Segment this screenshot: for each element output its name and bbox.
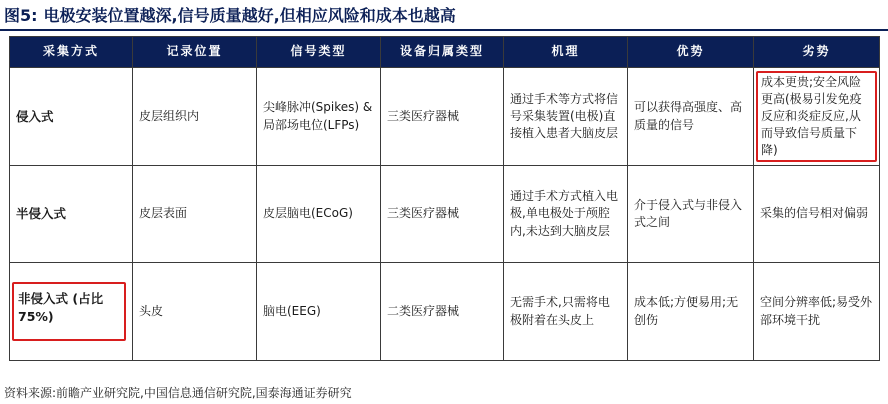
cell-method: 侵入式 <box>10 68 133 166</box>
cell-advantage: 介于侵入式与非侵入式之间 <box>628 166 754 263</box>
table-row <box>10 166 880 263</box>
cell-location: 皮层表面 <box>133 166 257 263</box>
cell-disadvantage: 空间分辨率低;易受外部环境干扰 <box>754 263 880 361</box>
cell-mechanism: 无需手术,只需将电极附着在头皮上 <box>504 263 628 361</box>
cell-disadvantage: 采集的信号相对偏弱 <box>754 166 880 263</box>
cell-mechanism: 通过手术方式植入电极,单电极处于颅腔内,未达到大脑皮层 <box>504 166 628 263</box>
header-mechanism: 机理 <box>504 37 628 68</box>
cell-method <box>10 263 133 361</box>
highlight-box-disadvantage: 成本更贵;安全风险更高(极易引发免疫反应和炎症反应,从而导致信号质量下降) <box>756 71 877 162</box>
cell-location: 头皮 <box>133 263 257 361</box>
cell-device: 三类医疗器械 <box>381 68 504 166</box>
cell-device: 二类医疗器械 <box>381 263 504 361</box>
title-rule <box>0 29 888 31</box>
header-signal: 信号类型 <box>257 37 381 68</box>
table-header-row <box>10 37 880 68</box>
cell-advantage: 可以获得高强度、高质量的信号 <box>628 68 754 166</box>
cell-location: 皮层组织内 <box>133 68 257 166</box>
cell-method: 半侵入式 <box>10 166 133 263</box>
header-method: 采集方式 <box>10 37 133 68</box>
cell-signal: 皮层脑电(ECoG) <box>257 166 381 263</box>
comparison-table <box>9 36 880 361</box>
cell-disadvantage <box>754 68 880 166</box>
header-device: 设备归属类型 <box>381 37 504 68</box>
table-row <box>10 263 880 361</box>
figure-title <box>0 0 888 28</box>
header-location: 记录位置 <box>133 37 257 68</box>
cell-signal: 尖峰脉冲(Spikes) & 局部场电位(LFPs) <box>257 68 381 166</box>
cell-signal: 脑电(EEG) <box>257 263 381 361</box>
header-advantage: 优势 <box>628 37 754 68</box>
table-row <box>10 68 880 166</box>
header-disadvantage: 劣势 <box>754 37 880 68</box>
highlight-box-method: 非侵入式 (占比75%) <box>12 282 126 342</box>
figure-title-text: 电极安装位置越深,信号质量越好,但相应风险和成本也越高 <box>43 5 456 25</box>
source-note: 资料来源:前瞻产业研究院,中国信息通信研究院,国泰海通证券研究 <box>4 386 352 400</box>
cell-advantage: 成本低;方便易用;无创伤 <box>628 263 754 361</box>
cell-device: 三类医疗器械 <box>381 166 504 263</box>
cell-mechanism: 通过手术等方式将信号采集装置(电极)直接植入患者大脑皮层 <box>504 68 628 166</box>
figure-label: 图5: <box>4 5 38 25</box>
